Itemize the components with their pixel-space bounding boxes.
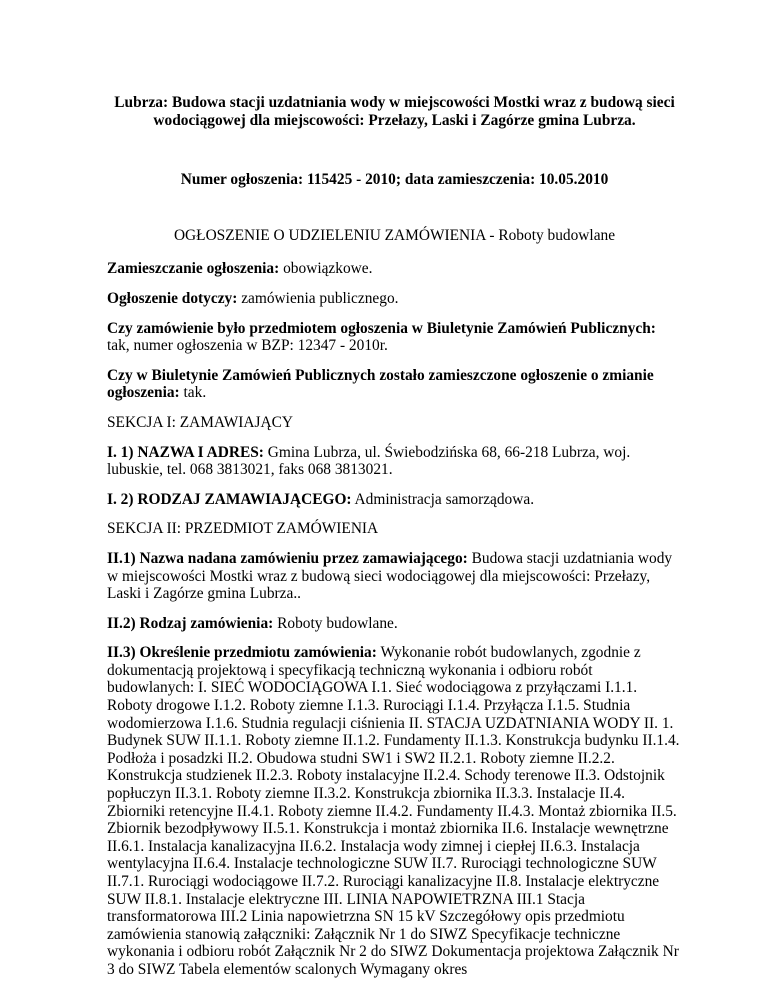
document-content: [107, 94, 682, 979]
field-value: Administracja samorządowa.: [351, 490, 535, 508]
field-label: II.2) Rodzaj zamówienia:: [107, 614, 274, 632]
section1-orderer-type: [107, 491, 682, 509]
section1-heading: SEKCJA I: ZAMAWIAJĄCY: [107, 413, 294, 431]
section2-order-description: [107, 644, 682, 978]
field-label: Czy w Biuletynie Zamówień Publicznych zostało zamieszczone ogłoszenie o zmianie ogłoszenia:: [107, 366, 654, 402]
field-value: Budowa stacji uzdatniania wody w miejscowości Mostki wraz z budową sieci wodociągowej dla miejscowości: Przełazy, Laski i Zagórze gmina Lubrza..: [107, 549, 673, 603]
announcement-number: Numer ogłoszenia: 115425 - 2010; data zamieszczenia: 10.05.2010: [180, 171, 609, 189]
field-value: Wykonanie robót budowlanych, zgodnie z dokumentacją projektową i specyfikacją techniczną wykonania i odbioru robót budowlanych: I. SIEĆ WODOCIĄGOWA I.1. Sieć wodociągowa z przyłączami I.1.1. Roboty drogowe I.1.2. Roboty ziemne I.1.3. Rurociągi I.1.4. Przyłącza I.1.5. Studnia wodomierzowa I.1.6. Studnia regulacji ciśnienia II. STACJA UZDATNIANIA WODY II. 1. Budynek SUW II.1.1. Roboty ziemne II.1.2. Fundamenty II.1.3. Konstrukcja budynku II.1.4. Podłoża i posadzki II.2. Obudowa studni SW1 i SW2 II.2.1. Roboty ziemne II.2.2. Konstrukcja studzienek II.2.3. Roboty instalacyjne II.2.4. Schody terenowe II.3. Odstojnik popłuczyn II.3.1. Roboty ziemne II.3.2. Konstrukcja zbiornika II.3.3. Instalacje II.4. Zbiorniki retencyjne II.4.1. Roboty ziemne II.4.2. Fundamenty II.4.3. Montaż zbiornika II.5. Zbiornik bezodpływowy II.5.1. Konstrukcja i montaż zbiornika II.6. Instalacje wewnętrzne II.6.1. Instalacja kanalizacyjna II.6.2. Instalacja wody zimnej i ciepłej II.6.3. Instalacja wentylacyjna II.6.4. Instalacje technologiczne SUW II.7. Rurociągi technologiczne SUW II.7.1. Rurociągi wodociągowe II.7.2. Rurociągi kanalizacyjne II.8. Instalacje elektryczne SUW II.8.1. Instalacje elektryczne III. LINIA NAPOWIETRZNA III.1 Stacja transformatorowa III.2 Linia napowietrzna SN 15 kV Szczegółowy opis przedmiotu zamówienia stanowią załączniki: Załącznik Nr 1 do SIWZ Specyfikacje techniczne wykonania i odbioru robót Załącznik Nr 2 do SIWZ Dokumentacja projektowa Załącznik Nr 3 do SIWZ Tabela elementów scalonych Wymagany okres: [107, 644, 680, 978]
document-title: Lubrza: Budowa stacji uzdatniania wody w miejscowości Mostki wraz z budową sieci wodociągowej dla miejscowości: Przełazy, Laski i Zagórze gmina Lubrza.: [114, 94, 675, 129]
field-bzp-change: [107, 367, 682, 402]
section1-name-address: [107, 444, 682, 479]
field-value: tak, numer ogłoszenia w BZP: 12347 - 2010r.: [107, 337, 388, 355]
field-publication: [107, 260, 682, 278]
section2-order-kind: [107, 615, 682, 633]
notice-type: OGŁOSZENIE O UDZIELENIU ZAMÓWIENIA - Roboty budowlane: [173, 226, 616, 244]
section2-order-name: [107, 550, 682, 603]
field-label: II.1) Nazwa nadana zamówieniu przez zamawiającego:: [107, 549, 468, 567]
field-label: II.3) Określenie przedmiotu zamówienia:: [107, 644, 377, 662]
field-value: zamówienia publicznego.: [237, 289, 399, 307]
field-label: Czy zamówienie było przedmiotem ogłoszenia w Biuletynie Zamówień Publicznych:: [107, 319, 656, 337]
field-label: I. 2) RODZAJ ZAMAWIAJĄCEGO:: [107, 490, 352, 508]
field-bzp: [107, 320, 682, 355]
field-value: tak.: [179, 384, 207, 402]
section2-heading: SEKCJA II: PRZEDMIOT ZAMÓWIENIA: [107, 520, 379, 538]
field-label: Ogłoszenie dotyczy:: [107, 289, 238, 307]
field-label: Zamieszczanie ogłoszenia:: [107, 260, 280, 278]
field-label: I. 1) NAZWA I ADRES:: [107, 443, 264, 461]
field-concerns: [107, 290, 682, 308]
field-value: obowiązkowe.: [279, 260, 373, 278]
field-value: Roboty budowlane.: [273, 614, 398, 632]
field-value: Gmina Lubrza, ul. Świebodzińska 68, 66-218 Lubrza, woj. lubuskie, tel. 068 3813021, faks 068 3813021.: [107, 443, 631, 479]
